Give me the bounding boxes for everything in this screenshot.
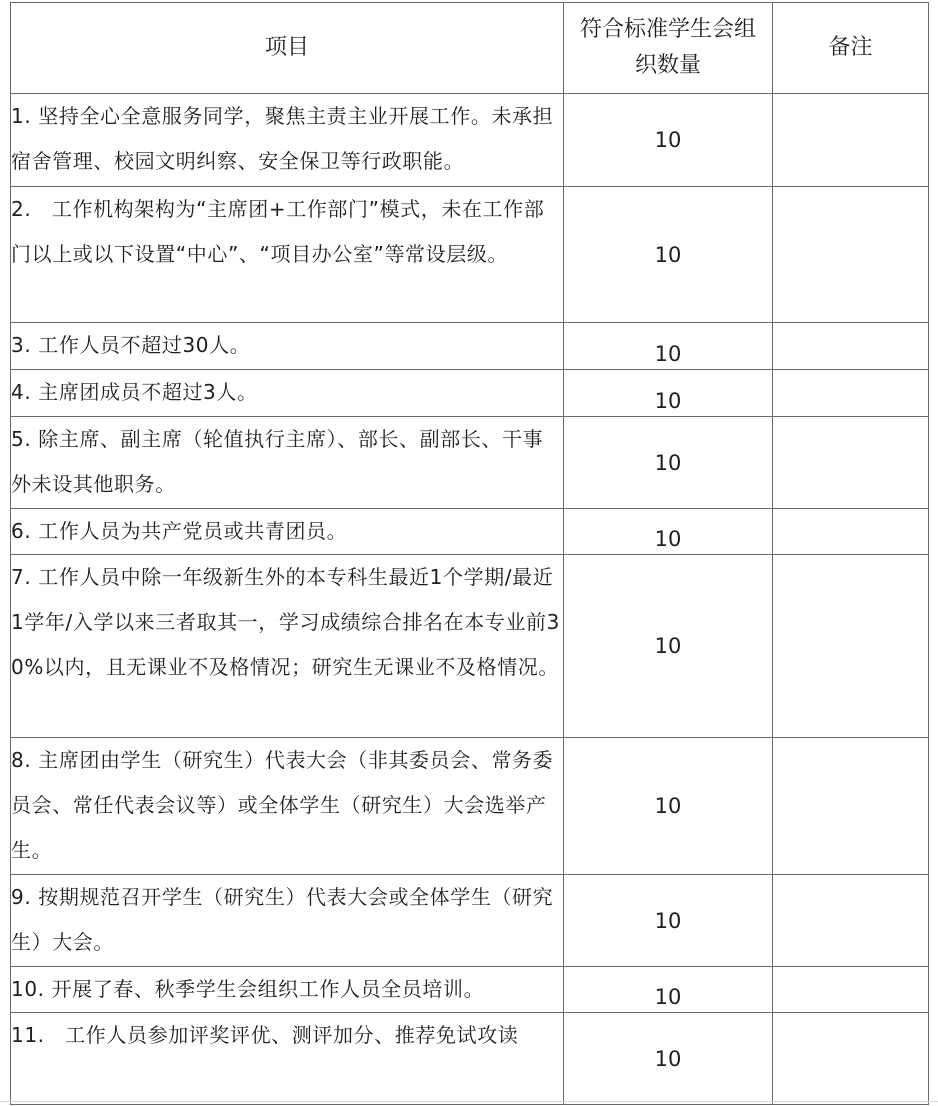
header-count: 符合标准学生会组织数量 <box>564 3 773 94</box>
table-header-row <box>11 3 929 94</box>
row-count: 10 <box>564 555 773 738</box>
row-note <box>773 370 929 417</box>
table-row <box>11 187 929 323</box>
row-note <box>773 509 929 555</box>
row-note <box>773 94 929 187</box>
row-note <box>773 875 929 967</box>
row-count: 10 <box>564 738 773 875</box>
table-row <box>11 370 929 417</box>
table-row <box>11 323 929 370</box>
table-row <box>11 94 929 187</box>
table-row <box>11 967 929 1013</box>
page-edge-line <box>0 1101 938 1102</box>
row-note <box>773 323 929 370</box>
row-count: 10 <box>564 370 773 417</box>
row-item-text: 4. 主席团成员不超过3人。 <box>11 370 564 417</box>
row-item-text: 8. 主席团由学生（研究生）代表大会（非其委员会、常务委员会、常任代表会议等）或全体学生（研究生）大会选举产生。 <box>11 738 564 875</box>
row-item-text: 5. 除主席、副主席（轮值执行主席）、部长、副部长、干事外未设其他职务。 <box>11 417 564 509</box>
row-count: 10 <box>564 1013 773 1105</box>
row-count: 10 <box>564 94 773 187</box>
row-item-text: 7. 工作人员中除一年级新生外的本专科生最近1个学期/最近1学年/入学以来三者取其一，学习成绩综合排名在本专业前30%以内，且无课业不及格情况；研究生无课业不及格情况。 <box>11 555 564 738</box>
row-item-text: 10. 开展了春、秋季学生会组织工作人员全员培训。 <box>11 967 564 1013</box>
row-note <box>773 1013 929 1105</box>
row-count: 10 <box>564 323 773 370</box>
row-count: 10 <box>564 417 773 509</box>
row-count: 10 <box>564 509 773 555</box>
row-note <box>773 187 929 323</box>
row-item-text: 1. 坚持全心全意服务同学，聚焦主责主业开展工作。未承担宿舍管理、校园文明纠察、安全保卫等行政职能。 <box>11 94 564 187</box>
table-row <box>11 509 929 555</box>
standards-table <box>10 2 929 1105</box>
row-note <box>773 417 929 509</box>
row-item-text: 6. 工作人员为共产党员或共青团员。 <box>11 509 564 555</box>
row-count: 10 <box>564 187 773 323</box>
table-row <box>11 875 929 967</box>
row-count: 10 <box>564 875 773 967</box>
row-count: 10 <box>564 967 773 1013</box>
row-note <box>773 555 929 738</box>
row-note <box>773 738 929 875</box>
table-row <box>11 417 929 509</box>
row-item-text: 2. 工作机构架构为“主席团+工作部门”模式，未在工作部门以上或以下设置“中心”、“项目办公室”等常设层级。 <box>11 187 564 323</box>
table-row <box>11 1013 929 1105</box>
row-note <box>773 967 929 1013</box>
table-row <box>11 738 929 875</box>
row-item-text: 11. 工作人员参加评奖评优、测评加分、推荐免试攻读 <box>11 1013 564 1105</box>
row-item-text: 9. 按期规范召开学生（研究生）代表大会或全体学生（研究生）大会。 <box>11 875 564 967</box>
table-row <box>11 555 929 738</box>
header-item: 项目 <box>11 3 564 94</box>
header-note: 备注 <box>773 3 929 94</box>
row-item-text: 3. 工作人员不超过30人。 <box>11 323 564 370</box>
